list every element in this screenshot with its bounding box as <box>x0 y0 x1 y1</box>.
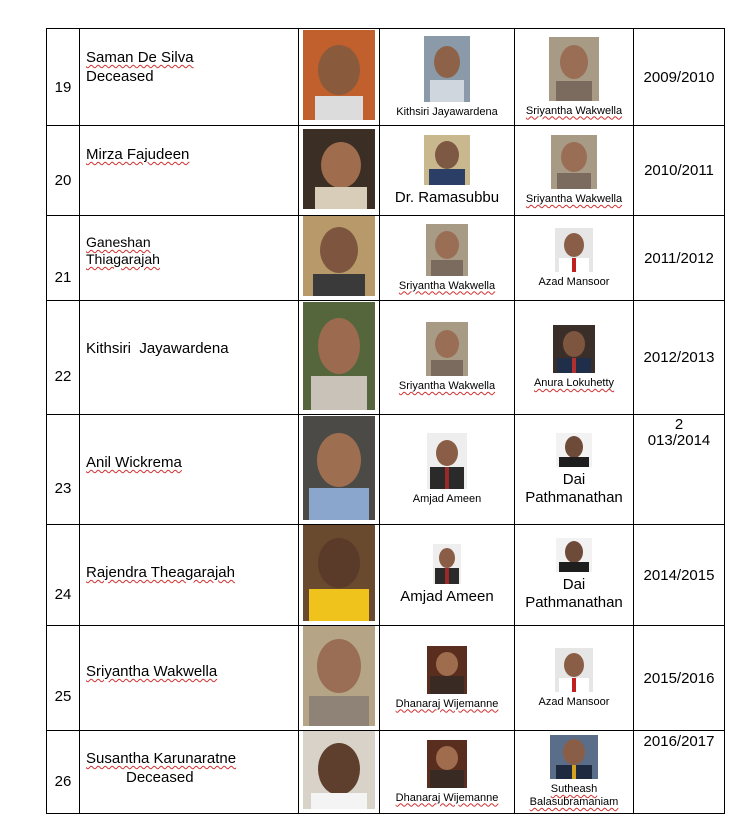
term-year: 2010/2011 <box>634 126 725 216</box>
secretary-name: Kithsiri Jayawardena <box>396 105 498 118</box>
secretary-photo <box>426 224 468 276</box>
table-row <box>47 626 725 731</box>
treasurer-photo <box>556 538 592 572</box>
secretary-cell <box>380 126 515 216</box>
president-cell <box>80 626 299 731</box>
secretary-name: Sriyantha Wakwella <box>398 380 496 392</box>
treasurer-name: Sriyantha Wakwella <box>525 104 623 117</box>
president-photo <box>303 30 375 120</box>
term-year: 2015/2016 <box>634 626 725 731</box>
table-row <box>47 731 725 814</box>
president-name: Susantha Karunaratne <box>86 750 237 767</box>
secretary-cell <box>380 29 515 126</box>
president-photo-cell <box>299 415 380 525</box>
secretary-name: Dhanaraj Wijemanne <box>395 697 499 710</box>
treasurer-cell <box>515 415 634 525</box>
president-photo <box>303 129 375 209</box>
secretary-name: Amjad Ameen <box>412 493 482 505</box>
president-cell <box>80 126 299 216</box>
president-name: Ganeshan Thiagarajah <box>86 234 160 267</box>
term-year: 2 013/2014 <box>634 415 725 525</box>
treasurer-photo <box>555 228 593 272</box>
row-number: 22 <box>47 301 80 415</box>
treasurer-cell <box>515 626 634 731</box>
president-photo <box>303 416 375 520</box>
president-cell <box>80 525 299 626</box>
treasurer-name: Azad Mansoor <box>538 275 610 288</box>
treasurer-cell <box>515 525 634 626</box>
president-cell <box>80 415 299 525</box>
row-number: 26 <box>47 731 80 814</box>
secretary-photo <box>426 322 468 376</box>
term-year: 2016/2017 <box>634 731 725 814</box>
treasurer-cell <box>515 301 634 415</box>
secretary-photo <box>424 36 470 102</box>
president-photo <box>303 525 375 621</box>
table-row <box>47 301 725 415</box>
treasurer-name: Sriyantha Wakwella <box>525 193 623 205</box>
president-cell <box>80 731 299 814</box>
table-row <box>47 216 725 301</box>
secretary-name: Dr. Ramasubbu <box>394 188 500 206</box>
president-photo-cell <box>299 126 380 216</box>
president-photo-cell <box>299 29 380 126</box>
secretary-photo <box>427 433 467 489</box>
president-photo <box>303 731 375 809</box>
secretary-cell <box>380 216 515 301</box>
secretary-name: Sriyantha Wakwella <box>398 279 496 292</box>
president-name: Rajendra Theagarajah <box>86 564 235 581</box>
treasurer-name: Anura Lokuhetty <box>533 377 615 389</box>
treasurer-photo <box>551 135 597 189</box>
president-photo <box>303 626 375 726</box>
secretary-cell <box>380 415 515 525</box>
secretary-photo <box>427 740 467 788</box>
treasurer-photo <box>553 325 595 373</box>
president-photo-cell <box>299 216 380 301</box>
secretary-cell <box>380 626 515 731</box>
secretary-name: Dhanaraj Wijemanne <box>395 791 499 804</box>
president-photo-cell <box>299 626 380 731</box>
row-number: 19 <box>47 29 80 126</box>
president-cell <box>80 301 299 415</box>
roster-table <box>46 28 725 814</box>
secretary-cell <box>380 731 515 814</box>
secretary-photo <box>427 646 467 694</box>
treasurer-cell <box>515 126 634 216</box>
row-number: 24 <box>47 525 80 626</box>
president-name: Mirza Fajudeen <box>86 146 190 163</box>
president-name: Anil Wickrema <box>86 454 182 471</box>
treasurer-photo <box>556 433 592 467</box>
table-row <box>47 525 725 626</box>
row-number: 20 <box>47 126 80 216</box>
treasurer-photo <box>549 37 599 101</box>
president-name: Kithsiri Jayawardena <box>86 340 229 357</box>
secretary-cell <box>380 525 515 626</box>
president-name: Saman De Silva <box>86 49 194 66</box>
row-number: 23 <box>47 415 80 525</box>
president-name: Sriyantha Wakwella <box>86 663 218 680</box>
deceased-note: Deceased <box>126 769 194 786</box>
secretary-name: Amjad Ameen <box>400 588 494 605</box>
term-year: 2009/2010 <box>634 29 725 126</box>
treasurer-photo <box>555 648 593 692</box>
deceased-note: Deceased <box>86 68 154 85</box>
treasurer-cell <box>515 29 634 126</box>
treasurer-name: Sutheash Balasubramaniam <box>529 783 619 808</box>
table-row <box>47 126 725 216</box>
treasurer-cell <box>515 216 634 301</box>
treasurer-cell <box>515 731 634 814</box>
secretary-photo <box>424 135 470 185</box>
row-number: 21 <box>47 216 80 301</box>
president-photo <box>303 302 375 410</box>
treasurer-name: Dai Pathmanathan <box>525 470 623 506</box>
treasurer-name: Azad Mansoor <box>538 695 610 708</box>
table-row <box>47 415 725 525</box>
president-photo-cell <box>299 731 380 814</box>
president-photo-cell <box>299 301 380 415</box>
president-cell <box>80 29 299 126</box>
president-photo-cell <box>299 525 380 626</box>
secretary-cell <box>380 301 515 415</box>
row-number: 25 <box>47 626 80 731</box>
president-photo <box>303 216 375 296</box>
president-cell <box>80 216 299 301</box>
treasurer-name: Dai Pathmanathan <box>525 576 623 611</box>
term-year: 2014/2015 <box>634 525 725 626</box>
table-row <box>47 29 725 126</box>
term-year: 2011/2012 <box>634 216 725 301</box>
secretary-photo <box>433 544 461 584</box>
treasurer-photo <box>550 735 598 779</box>
term-year: 2012/2013 <box>634 301 725 415</box>
